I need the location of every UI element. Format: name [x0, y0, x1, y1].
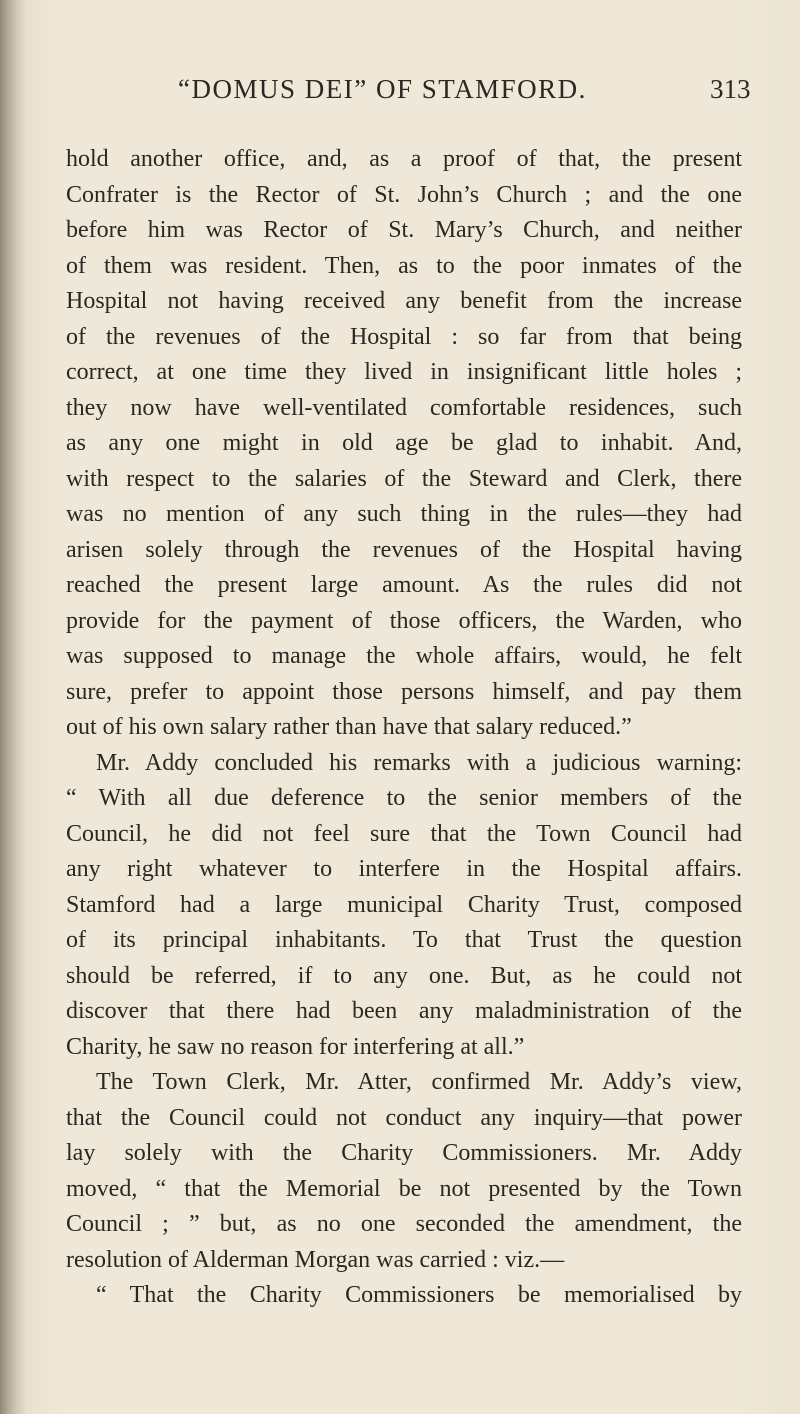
- text-line: provide for the payment of those officers, the Warden, who: [66, 607, 742, 634]
- page-number: 313: [710, 74, 751, 104]
- body-text: [66, 142, 742, 1314]
- text-line: that the Council could not conduct any inquiry—that power: [66, 1104, 742, 1131]
- text-line: with respect to the salaries of the Steward and Clerk, there: [66, 465, 742, 492]
- text-line: resolution of Alderman Morgan was carried : viz.—: [66, 1246, 565, 1273]
- text-line: was supposed to manage the whole affairs, would, he felt: [66, 643, 742, 669]
- text-line: should be referred, if to any one. But, as he could not: [66, 962, 742, 989]
- text-line: “ That the Charity Commissioners be memorialised by: [96, 1282, 742, 1308]
- text-line: lay solely with the Charity Commissioners. Mr. Addy: [66, 1140, 742, 1166]
- text-line: Council ; ” but, as no one seconded the amendment, the: [66, 1211, 742, 1237]
- text-line: Stamford had a large municipal Charity Trust, composed: [66, 891, 742, 918]
- text-line: of the revenues of the Hospital : so far from that being: [66, 323, 742, 350]
- text-line: Hospital not having received any benefit from the increase: [66, 288, 742, 314]
- text-line: Confrater is the Rector of St. John’s Church ; and the one: [66, 181, 742, 208]
- text-line: reached the present large amount. As the rules did not: [66, 572, 742, 598]
- text-line: moved, “ that the Memorial be not presented by the Town: [66, 1175, 742, 1202]
- text-line: Council, he did not feel sure that the Town Council had: [66, 820, 742, 847]
- text-line: sure, prefer to appoint those persons himself, and pay them: [66, 678, 742, 705]
- running-head-title: “DOMUS DEI” OF STAMFORD.: [178, 74, 587, 104]
- text-line: hold another office, and, as a proof of that, the present: [66, 146, 742, 172]
- text-line: of them was resident. Then, as to the poor inmates of the: [66, 252, 742, 279]
- text-line: The Town Clerk, Mr. Atter, confirmed Mr. Addy’s view,: [96, 1069, 742, 1095]
- text-line: Charity, he saw no reason for interfering at all.”: [66, 1033, 525, 1060]
- text-line: Mr. Addy concluded his remarks with a judicious warning:: [96, 749, 742, 776]
- text-line: was no mention of any such thing in the rules—they had: [66, 501, 742, 527]
- running-head: [0, 74, 800, 114]
- text-line: arisen solely through the revenues of the Hospital having: [66, 536, 742, 563]
- text-line: as any one might in old age be glad to inhabit. And,: [66, 430, 742, 456]
- text-line: before him was Rector of St. Mary’s Church, and neither: [66, 217, 742, 243]
- text-line: “ With all due deference to the senior members of the: [66, 785, 742, 811]
- text-line: of its principal inhabitants. To that Trust the question: [66, 927, 742, 953]
- text-line: correct, at one time they lived in insignificant little holes ;: [66, 359, 742, 385]
- text-line: discover that there had been any maladministration of the: [66, 998, 742, 1024]
- page-gutter-shadow: [0, 0, 26, 1414]
- text-line: out of his own salary rather than have that salary reduced.”: [66, 714, 632, 740]
- text-line: they now have well-ventilated comfortable residences, such: [66, 394, 742, 421]
- text-line: any right whatever to interfere in the Hospital affairs.: [66, 856, 742, 882]
